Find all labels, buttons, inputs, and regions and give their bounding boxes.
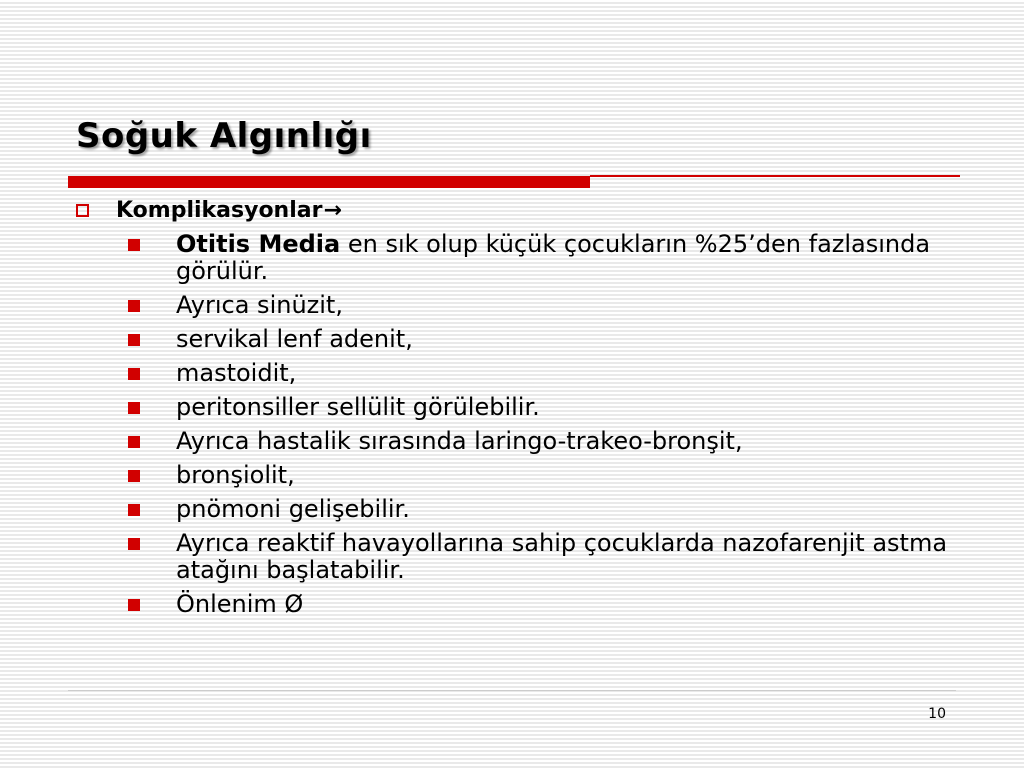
filled-square-bullet-icon [128, 504, 140, 516]
slide-title: Soğuk Algınlığı [76, 116, 372, 156]
filled-square-bullet-icon [128, 334, 140, 346]
filled-square-bullet-icon [128, 239, 140, 251]
list-item [76, 360, 956, 387]
filled-square-bullet-icon [128, 599, 140, 611]
hollow-square-bullet-icon [76, 204, 89, 217]
list-item [76, 462, 956, 489]
list-item [76, 591, 956, 618]
sub-bullet-list [76, 231, 956, 618]
footer-divider [68, 690, 956, 691]
list-item [76, 326, 956, 353]
list-item-text: Ayrıca hastalik sırasında laringo-trakeo-bronşit, [176, 427, 743, 455]
list-item-text: Önlenim Ø [176, 590, 304, 618]
title-underline-thin [590, 175, 960, 177]
list-item-text: Ayrıca reaktif havayollarına sahip çocuklarda nazofarenjit astma atağını başlatabilir. [176, 529, 948, 584]
list-item-text: Ayrıca sinüzit, [176, 291, 343, 319]
slide-content [76, 198, 956, 625]
list-item [76, 496, 956, 523]
list-item-text: en sık olup küçük çocukların %25’den fazlasında görülür. [176, 230, 931, 285]
list-item [76, 231, 956, 285]
level1-bullet-komplikasyonlar [76, 198, 956, 223]
list-item [76, 530, 956, 584]
list-item [76, 394, 956, 421]
filled-square-bullet-icon [128, 402, 140, 414]
list-item-bold: Otitis Media [176, 230, 341, 258]
filled-square-bullet-icon [128, 300, 140, 312]
list-item-text: mastoidit, [176, 359, 297, 387]
list-item-text: pnömoni gelişebilir. [176, 495, 410, 523]
filled-square-bullet-icon [128, 368, 140, 380]
heading-text: Komplikasyonlar [116, 198, 323, 223]
list-item-text: bronşiolit, [176, 461, 295, 489]
list-item [76, 292, 956, 319]
list-item-text: peritonsiller sellülit görülebilir. [176, 393, 540, 421]
list-item [76, 428, 956, 455]
title-underline-thick [68, 176, 590, 188]
right-arrow-icon: → [323, 198, 342, 223]
filled-square-bullet-icon [128, 538, 140, 550]
filled-square-bullet-icon [128, 436, 140, 448]
filled-square-bullet-icon [128, 470, 140, 482]
list-item-text: servikal lenf adenit, [176, 325, 413, 353]
page-number: 10 [928, 706, 946, 722]
